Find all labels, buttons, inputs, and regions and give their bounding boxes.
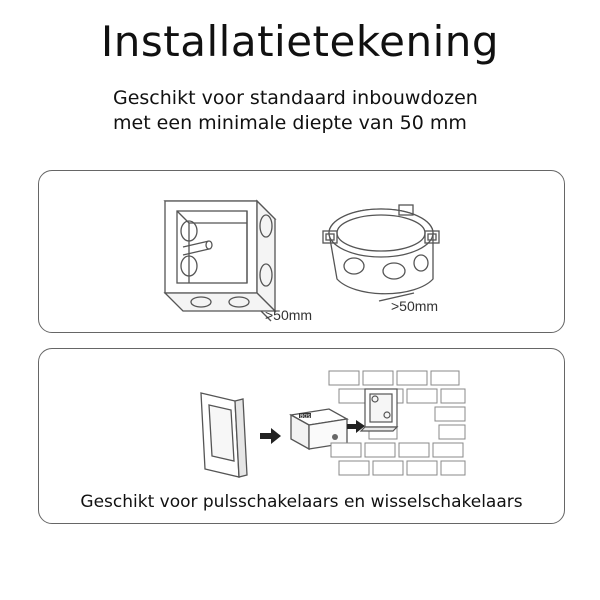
subtitle bbox=[113, 86, 478, 136]
square-junction-box-icon bbox=[165, 201, 275, 321]
wall-switch-icon bbox=[201, 393, 247, 477]
junction-box-panel bbox=[38, 170, 565, 333]
page-title: Installatietekening bbox=[100, 17, 500, 66]
round-junction-box-icon bbox=[323, 205, 439, 301]
subtitle-line-2: met een minimale diepte van 50 mm bbox=[113, 112, 467, 134]
subtitle-line-1: Geschikt voor standaard inbouwdozen bbox=[113, 87, 478, 109]
module-label: BOSS bbox=[300, 414, 314, 420]
round-box-depth-label: >50mm bbox=[391, 298, 439, 314]
arrow-right-icon bbox=[260, 428, 281, 444]
square-box-depth-label: >50mm bbox=[265, 307, 313, 323]
compatibility-caption: Geschikt voor pulsschakelaars en wisselschakelaars bbox=[80, 492, 523, 512]
installation-panel bbox=[38, 348, 565, 524]
junction-box-illustrations bbox=[39, 171, 564, 332]
wall-junction-box-icon bbox=[361, 389, 397, 431]
